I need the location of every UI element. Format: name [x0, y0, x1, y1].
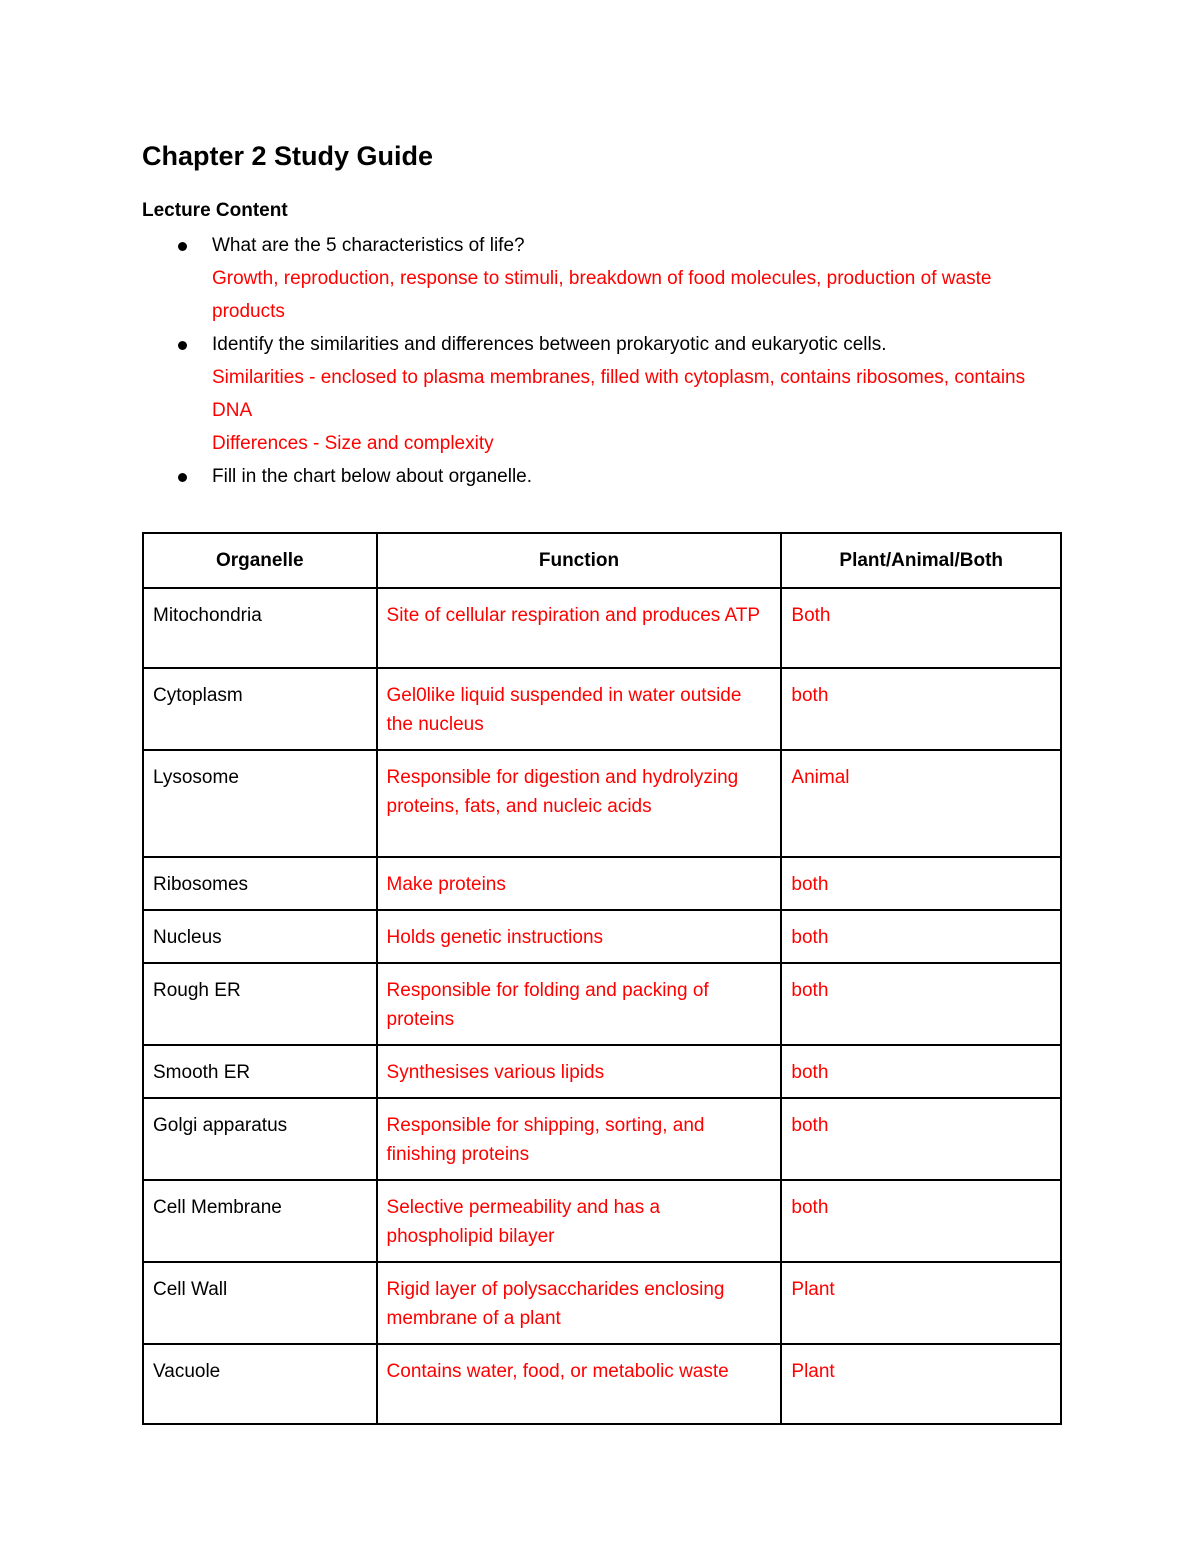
- section-title: Lecture Content: [142, 200, 288, 222]
- organelle-cell: Vacuole: [143, 1344, 377, 1424]
- function-cell: Make proteins: [377, 857, 782, 910]
- organelle-cell: Ribosomes: [143, 857, 377, 910]
- type-cell: both: [781, 1045, 1061, 1098]
- column-header-function: Function: [377, 533, 782, 588]
- function-cell: Responsible for folding and packing of proteins: [377, 963, 782, 1045]
- type-cell: both: [781, 910, 1061, 963]
- question-item: [142, 328, 1062, 460]
- table-row: [143, 1262, 1061, 1344]
- table-row: [143, 588, 1061, 668]
- organelle-cell: Rough ER: [143, 963, 377, 1045]
- type-cell: both: [781, 1180, 1061, 1262]
- table-row: [143, 963, 1061, 1045]
- type-cell: both: [781, 668, 1061, 750]
- organelle-cell: Mitochondria: [143, 588, 377, 668]
- organelle-cell: Cell Wall: [143, 1262, 377, 1344]
- table-row: [143, 910, 1061, 963]
- type-cell: Both: [781, 588, 1061, 668]
- organelle-cell: Golgi apparatus: [143, 1098, 377, 1180]
- organelle-cell: Cell Membrane: [143, 1180, 377, 1262]
- organelle-cell: Lysosome: [143, 750, 377, 857]
- question-item: [142, 229, 1062, 328]
- table-row: [143, 1344, 1061, 1424]
- table-row: [143, 668, 1061, 750]
- type-cell: both: [781, 857, 1061, 910]
- answer-text: Growth, reproduction, response to stimuli, breakdown of food molecules, production of waste products: [212, 267, 992, 322]
- question-list: [142, 229, 1062, 493]
- organelle-table: [142, 532, 1062, 1425]
- organelle-cell: Nucleus: [143, 910, 377, 963]
- type-cell: Plant: [781, 1262, 1061, 1344]
- table-header-row: [143, 533, 1061, 588]
- function-cell: Responsible for digestion and hydrolyzing proteins, fats, and nucleic acids: [377, 750, 782, 857]
- table-row: [143, 750, 1061, 857]
- question-text: Fill in the chart below about organelle.: [212, 465, 533, 487]
- type-cell: Animal: [781, 750, 1061, 857]
- function-cell: Rigid layer of polysaccharides enclosing membrane of a plant: [377, 1262, 782, 1344]
- column-header-type: Plant/Animal/Both: [781, 533, 1061, 588]
- type-cell: Plant: [781, 1344, 1061, 1424]
- organelle-cell: Cytoplasm: [143, 668, 377, 750]
- column-header-organelle: Organelle: [143, 533, 377, 588]
- function-cell: Responsible for shipping, sorting, and finishing proteins: [377, 1098, 782, 1180]
- bullet-icon: [178, 341, 187, 350]
- question-item: [142, 460, 1062, 493]
- table-row: [143, 1180, 1061, 1262]
- function-cell: Synthesises various lipids: [377, 1045, 782, 1098]
- answer-text: Differences - Size and complexity: [212, 432, 494, 454]
- page-title: Chapter 2 Study Guide: [142, 141, 434, 171]
- function-cell: Selective permeability and has a phospholipid bilayer: [377, 1180, 782, 1262]
- table-row: [143, 1098, 1061, 1180]
- function-cell: Site of cellular respiration and produces ATP: [377, 588, 782, 668]
- bullet-icon: [178, 473, 187, 482]
- document-page: [142, 140, 1062, 493]
- table-body: [143, 588, 1061, 1424]
- function-cell: Contains water, food, or metabolic waste: [377, 1344, 782, 1424]
- function-cell: Holds genetic instructions: [377, 910, 782, 963]
- bullet-icon: [178, 242, 187, 251]
- question-text: Identify the similarities and differences between prokaryotic and eukaryotic cells.: [212, 333, 887, 355]
- type-cell: both: [781, 1098, 1061, 1180]
- type-cell: both: [781, 963, 1061, 1045]
- table-row: [143, 1045, 1061, 1098]
- question-text: What are the 5 characteristics of life?: [212, 234, 525, 256]
- organelle-cell: Smooth ER: [143, 1045, 377, 1098]
- table-row: [143, 857, 1061, 910]
- answer-text: Similarities - enclosed to plasma membranes, filled with cytoplasm, contains ribosomes, contains DNA: [212, 366, 1026, 421]
- function-cell: Gel0like liquid suspended in water outside the nucleus: [377, 668, 782, 750]
